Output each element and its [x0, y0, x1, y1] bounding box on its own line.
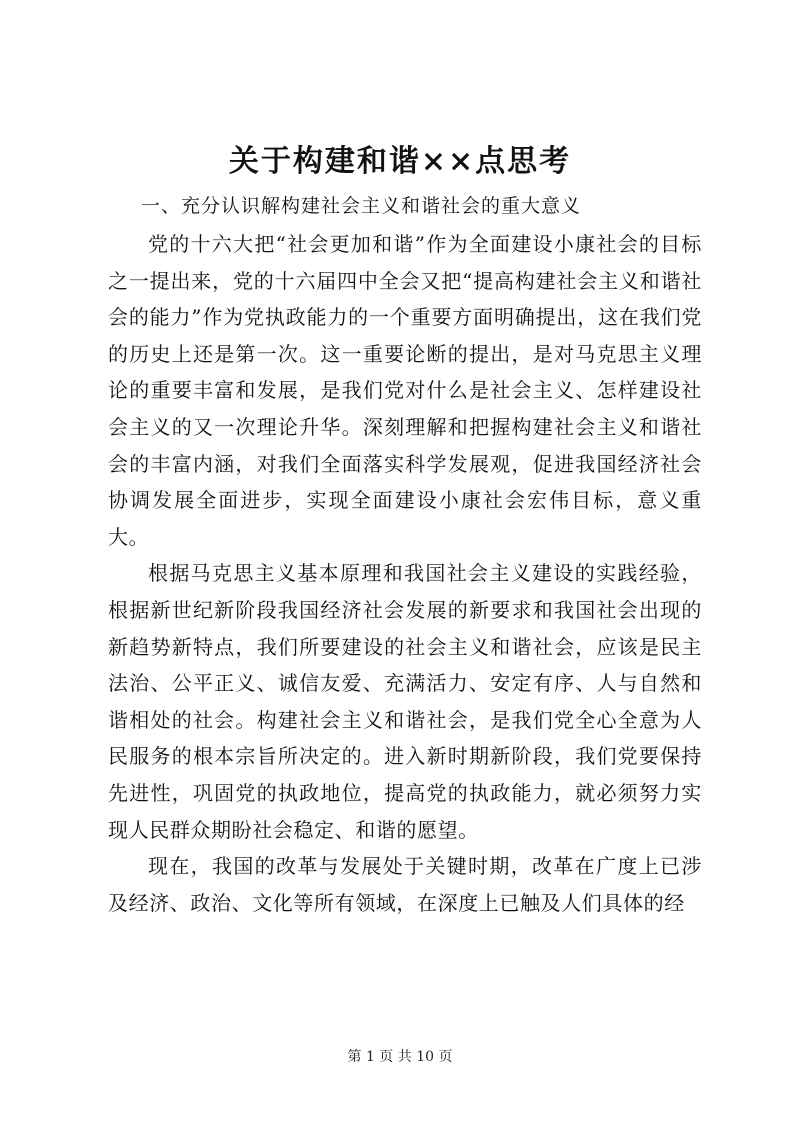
page-footer: 第 1 页 共 10 页	[347, 1049, 453, 1065]
document-title: 关于构建和谐××点思考	[228, 144, 572, 179]
document-body	[108, 226, 702, 921]
paragraph: 根据马克思主义基本原理和我国社会主义建设的实践经验，根据新世纪新阶段我国经济社会发展的新要求和我国社会出现的新趋势新特点，我们所要建设的社会主义和谐社会，应该是民主法治、公平正义、诚信友爱、充满活力、安定有序、人与自然和谐相处的社会。构建社会主义和谐社会，是我们党全心全意为人民服务的根本宗旨所决定的。进入新时期新阶段，我们党要保持先进性，巩固党的执政地位，提高党的执政能力，就必须努力实现人民群众期盼社会稳定、和谐的愿望。	[108, 561, 702, 842]
paragraph: 现在，我国的改革与发展处于关键时期，改革在广度上已涉及经济、政治、文化等所有领域，在深度上已触及人们具体的经	[108, 854, 702, 915]
paragraph: 党的十六大把“社会更加和谐”作为全面建设小康社会的目标之一提出来，党的十六届四中全会又把“提高构建社会主义和谐社会的能力”作为党执政能力的一个重要方面明确提出，这在我们党的历史上还是第一次。这一重要论断的提出，是对马克思主义理论的重要丰富和发展，是我们党对什么是社会主义、怎样建设社会主义的又一次理论升华。深刻理解和把握构建社会主义和谐社会的丰富内涵，对我们全面落实科学发展观，促进我国经济社会协调发展全面进步，实现全面建设小康社会宏伟目标，意义重大。	[108, 232, 702, 549]
section-heading: 一、充分认识解构建社会主义和谐社会的重大意义	[141, 195, 582, 217]
